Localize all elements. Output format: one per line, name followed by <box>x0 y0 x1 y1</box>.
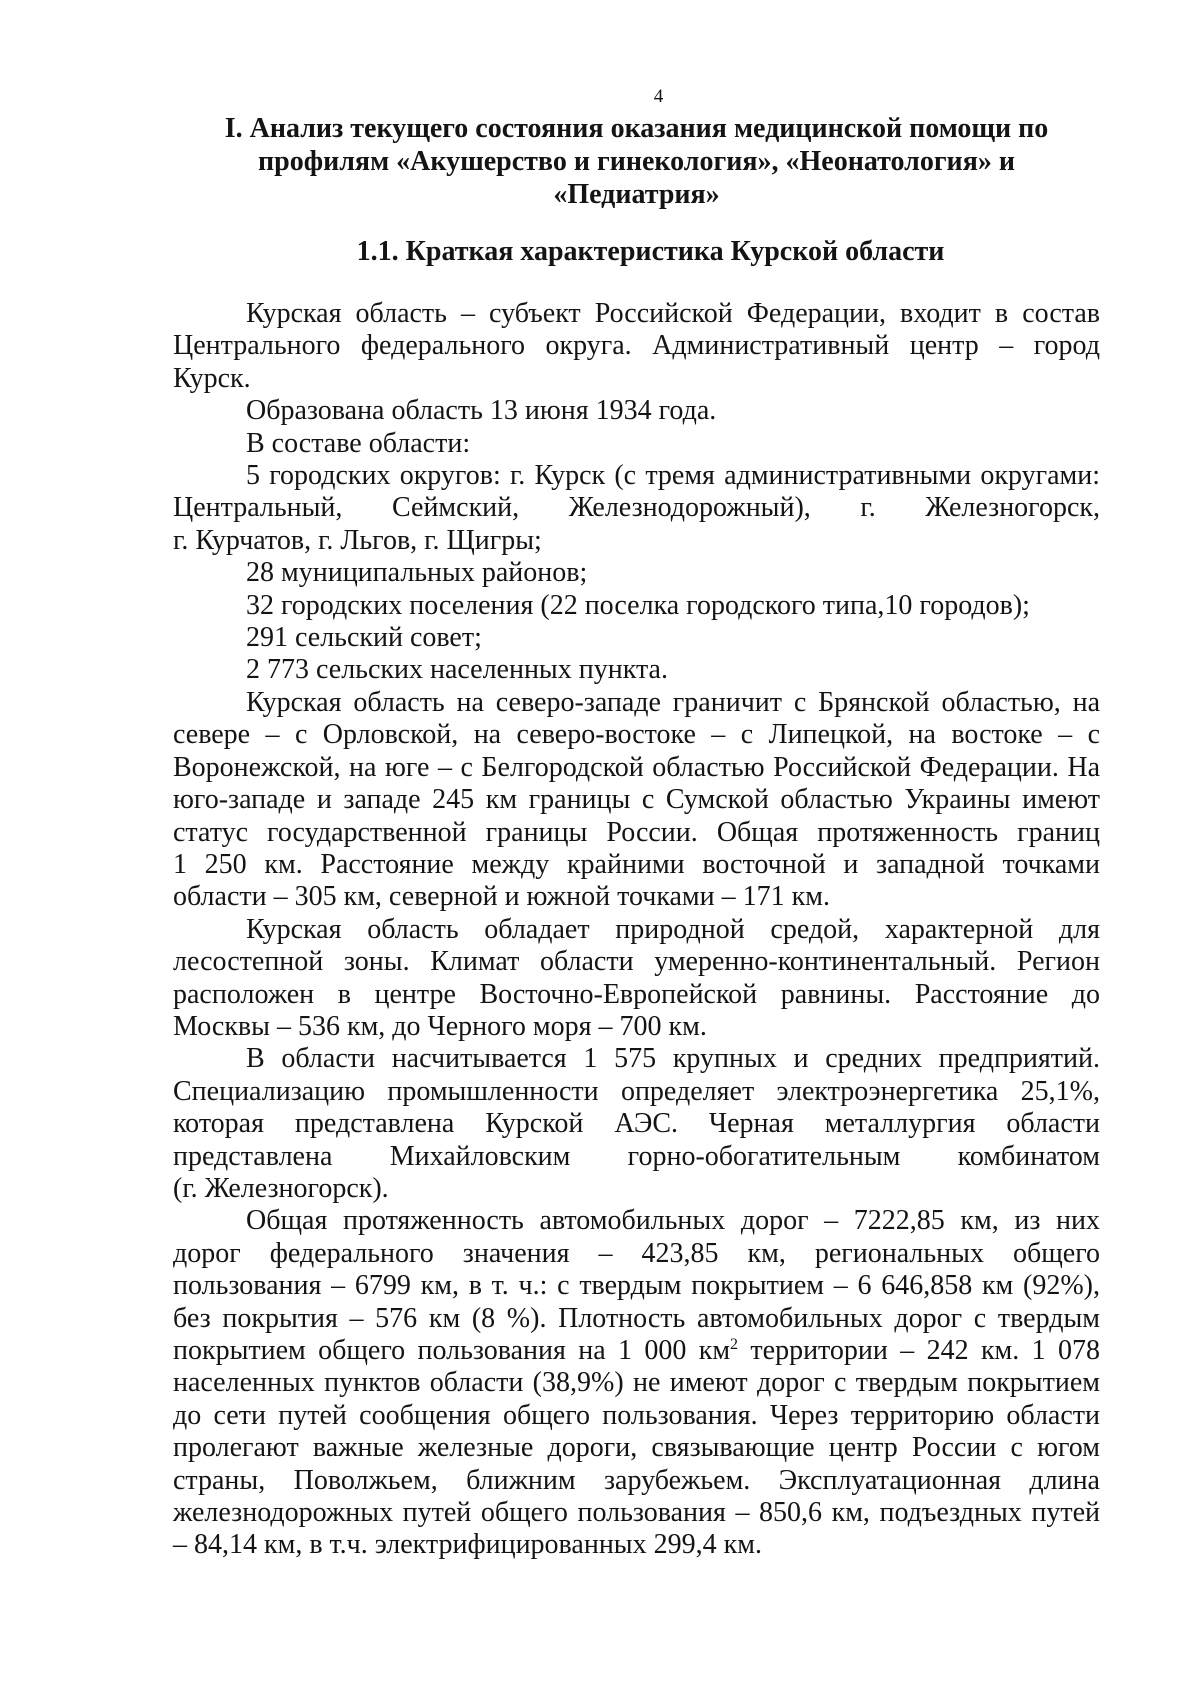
text-line-content: Курская область на северо-западе граничит с Брянской областью, на <box>246 686 1100 718</box>
text-line-content: Центральный, Сеймский, Железнодорожный), г. Железногорск, <box>173 492 1100 524</box>
text-line <box>173 1076 1100 1108</box>
text-line <box>173 654 1100 686</box>
text-line <box>173 590 1100 622</box>
text-line <box>173 1011 1100 1043</box>
text-line <box>173 817 1100 849</box>
text-line <box>173 1529 1100 1561</box>
text-line-content: статус государственной границы России. Общая протяженность границ <box>173 816 1100 848</box>
chapter-title <box>173 112 1100 211</box>
text-line-content: пролегают важные железные дороги, связывающие центр России с югом <box>173 1432 1100 1464</box>
text-line <box>173 1205 1100 1237</box>
chapter-title-line: I. Анализ текущего состояния оказания медицинской помощи по <box>224 113 1049 144</box>
text-line <box>173 428 1100 460</box>
text-line-content: Воронежской, на юге – с Белгородской областью Российской Федерации. На <box>173 751 1100 783</box>
text-line-content: Курская область – субъект Российской Федерации, входит в состав <box>246 298 1100 329</box>
text-line <box>173 1303 1100 1335</box>
text-line-content: Курская область обладает природной средой, характерной для <box>246 913 1100 945</box>
chapter-title-line: «Педиатрия» <box>553 179 720 210</box>
text-line-content: – 84,14 км, в т.ч. электрифицированных 299,4 км. <box>173 1529 762 1561</box>
section-heading: 1.1. Краткая характеристика Курской области <box>356 236 945 267</box>
text-line-content: населенных пунктов области (38,9%) не имеют дорог с твердым покрытием <box>173 1367 1100 1399</box>
text-line-content: лесостепной зоны. Климат области умеренно-континентальный. Регион <box>173 946 1100 978</box>
text-line-content: г. Курчатов, г. Льгов, г. Щигры; <box>173 524 542 556</box>
text-line-content: дорог федерального значения – 423,85 км, региональных общего <box>173 1237 1100 1269</box>
text-line <box>173 622 1100 654</box>
text-line <box>173 979 1100 1011</box>
text-line-content: покрытием общего пользования на 1 000 км <box>173 1335 731 1366</box>
text-line <box>173 1497 1100 1529</box>
text-line-content: до сети путей сообщения общего пользования. Через территорию области <box>173 1399 1100 1431</box>
text-line-content: юго-западе и западе 245 км границы с Сумской областью Украины имеют <box>173 784 1100 816</box>
text-line <box>173 1465 1100 1497</box>
text-line <box>173 1335 1100 1367</box>
text-line-content: 28 муниципальных районов; <box>246 557 588 589</box>
text-line <box>173 687 1100 719</box>
text-line <box>173 719 1100 751</box>
text-line <box>173 752 1100 784</box>
text-line-content: 291 сельский совет; <box>246 622 482 654</box>
text-line <box>173 1238 1100 1270</box>
text-line <box>173 395 1100 427</box>
text-line-content: Образована область 13 июня 1934 года. <box>246 395 717 427</box>
text-line-content: 1 250 км. Расстояние между крайними восточной и западной точками <box>173 848 1100 880</box>
document-page <box>173 86 1100 1562</box>
text-line-content: железнодорожных путей общего пользования – 850,6 км, подъездных путей <box>173 1497 1100 1529</box>
text-line <box>173 557 1100 589</box>
text-line-content: расположен в центре Восточно-Европейской равнины. Расстояние до <box>173 978 1100 1010</box>
text-line <box>173 1432 1100 1464</box>
text-line-content: 2 773 сельских населенных пункта. <box>246 654 668 686</box>
text-line <box>173 881 1100 913</box>
text-line-content: Курск. <box>173 362 251 394</box>
text-line-content: страны, Поволжьем, ближним зарубежьем. Эксплуатационная длина <box>173 1464 1100 1496</box>
chapter-title-line: профилям «Акушерство и гинекология», «Неонатология» и <box>258 146 1015 177</box>
text-line <box>173 1173 1100 1205</box>
text-line <box>173 460 1100 492</box>
text-line <box>173 784 1100 816</box>
text-line-content: представлена Михайловским горно-обогатительным комбинатом <box>173 1140 1100 1172</box>
text-line-content: территории – 242 км. 1 078 <box>738 1335 1100 1366</box>
text-line-content: Центрального федерального округа. Административный центр – город <box>173 330 1100 362</box>
text-line <box>173 946 1100 978</box>
text-line-content: В области насчитывается 1 575 крупных и средних предприятий. <box>246 1043 1100 1075</box>
text-line-content: Специализацию промышленности определяет электроэнергетика 25,1%, <box>173 1075 1100 1107</box>
text-line <box>173 1400 1100 1432</box>
text-line-content: В составе области: <box>246 427 471 459</box>
text-line-content: 32 городских поселения (22 поселка городского типа,10 городов); <box>246 589 1030 621</box>
page-number: 4 <box>653 86 664 107</box>
text-line <box>173 363 1100 395</box>
text-line-content: без покрытия – 576 км (8 %). Плотность автомобильных дорог с твердым <box>173 1302 1100 1334</box>
text-line <box>173 1270 1100 1302</box>
text-line <box>173 1108 1100 1140</box>
text-line-content: Москвы – 536 км, до Черного моря – 700 км. <box>173 1010 707 1042</box>
text-line-content: (г. Железногорск). <box>173 1172 389 1204</box>
text-line-content: севере – с Орловской, на северо-востоке – с Липецкой, на востоке – с <box>173 719 1100 751</box>
text-line <box>173 492 1100 524</box>
text-line <box>173 525 1100 557</box>
text-line <box>173 298 1100 330</box>
text-line <box>173 1043 1100 1075</box>
text-line-content: пользования – 6799 км, в т. ч.: с твердым покрытием – 6 646,858 км (92%), <box>173 1270 1100 1302</box>
body-text <box>173 298 1100 1562</box>
text-line <box>173 1141 1100 1173</box>
text-line <box>173 914 1100 946</box>
text-line <box>173 330 1100 362</box>
text-line-content: которая представлена Курской АЭС. Черная металлургия области <box>173 1108 1100 1140</box>
text-line <box>173 849 1100 881</box>
superscript: 2 <box>730 1336 739 1353</box>
text-line-content: области – 305 км, северной и южной точками – 171 км. <box>173 881 830 913</box>
text-line-content: 5 городских округов: г. Курск (с тремя административными округами: <box>246 460 1100 492</box>
text-line-content: Общая протяженность автомобильных дорог – 7222,85 км, из них <box>246 1205 1100 1237</box>
text-line <box>173 1367 1100 1399</box>
